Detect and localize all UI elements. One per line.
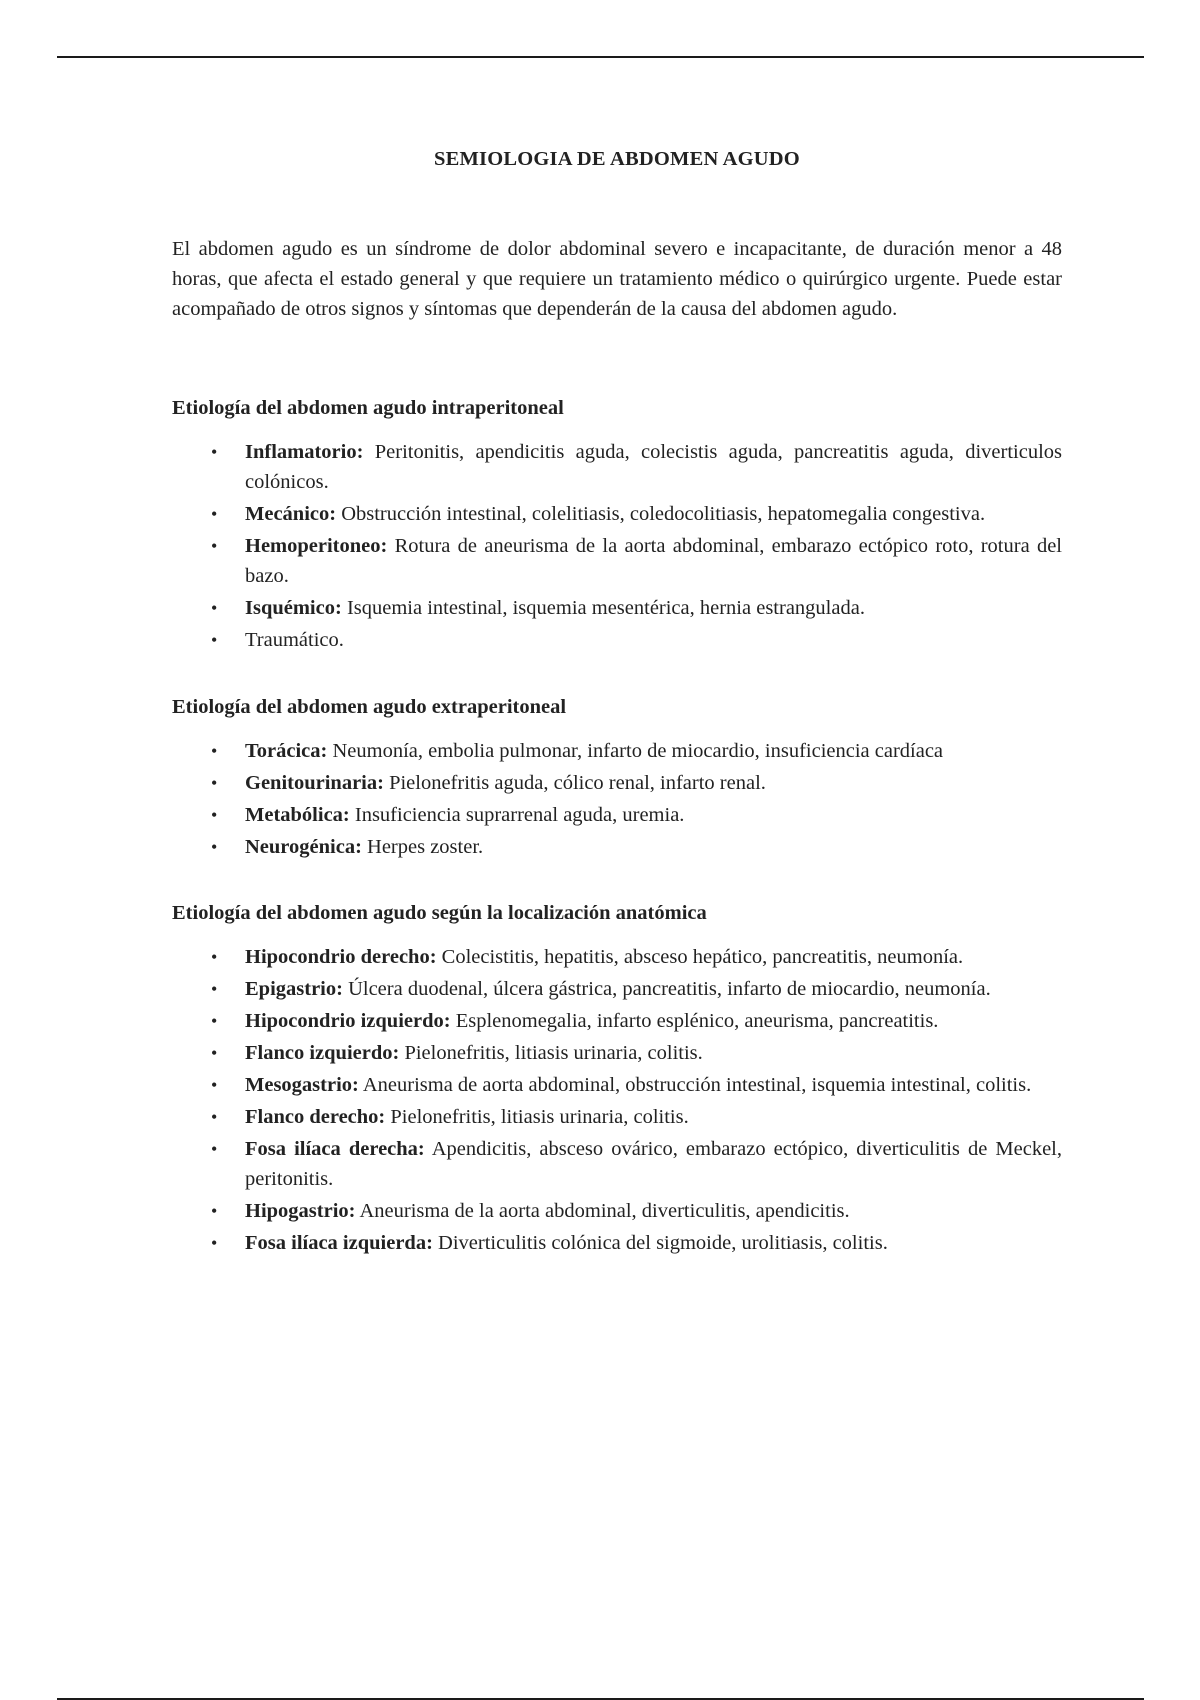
item-text: Pielonefritis, litiasis urinaria, colitis. — [385, 1106, 689, 1128]
etiology-list — [172, 942, 1062, 1258]
item-text: Pielonefritis, litiasis urinaria, colitis. — [399, 1042, 703, 1064]
item-term: Genitourinaria: — [245, 772, 384, 794]
item-term: Epigastrio: — [245, 978, 343, 1000]
item-text: Rotura de aneurisma de la aorta abdominal, embarazo ectópico roto, rotura del bazo. — [245, 535, 1062, 587]
list-item — [172, 1196, 1062, 1226]
list-item — [172, 942, 1062, 972]
item-term: Hipocondrio derecho: — [245, 946, 437, 968]
section-intraperitoneal — [172, 393, 1062, 655]
item-text: Obstrucción intestinal, colelitiasis, coledocolitiasis, hepatomegalia congestiva. — [336, 503, 986, 525]
list-item — [172, 499, 1062, 529]
item-term: Hipocondrio izquierdo: — [245, 1010, 451, 1032]
list-item — [172, 736, 1062, 766]
list-item — [172, 832, 1062, 862]
item-text: Peritonitis, apendicitis aguda, colecistis aguda, pancreatitis aguda, diverticulos colónicos. — [245, 441, 1062, 493]
bullet-icon: • — [211, 773, 218, 793]
list-item — [172, 1006, 1062, 1036]
bullet-icon: • — [211, 504, 218, 524]
list-item — [172, 974, 1062, 1004]
bullet-icon: • — [211, 630, 218, 650]
item-term: Hipogastrio: — [245, 1200, 356, 1222]
bullet-icon: • — [211, 442, 218, 462]
document-body — [172, 140, 1062, 1260]
bullet-icon: • — [211, 979, 218, 999]
list-item — [172, 593, 1062, 623]
bullet-icon: • — [211, 947, 218, 967]
bullet-icon: • — [211, 598, 218, 618]
list-item — [172, 625, 1062, 655]
list-item — [172, 531, 1062, 591]
list-item — [172, 1134, 1062, 1194]
item-text: Isquemia intestinal, isquemia mesentérica, hernia estrangulada. — [341, 597, 865, 619]
bullet-icon: • — [211, 1043, 218, 1063]
item-term: Hemoperitoneo: — [245, 535, 388, 557]
intro-paragraph: El abdomen agudo es un síndrome de dolor abdominal severo e incapacitante, de duración menor a 48 horas, que afecta el estado general y que requiere un tratamiento médico o quirúrgico urgente. Puede estar acompañado de otros signos y síntomas que dependerán de la causa del abdomen agudo. — [172, 238, 1062, 320]
bullet-icon: • — [211, 1233, 218, 1253]
bullet-icon: • — [211, 1107, 218, 1127]
item-term: Fosa ilíaca derecha: — [245, 1138, 425, 1160]
list-item — [172, 1038, 1062, 1068]
item-text: Pielonefritis aguda, cólico renal, infarto renal. — [383, 772, 766, 794]
item-term: Flanco izquierdo: — [245, 1042, 400, 1064]
section-heading: Etiología del abdomen agudo según la localización anatómica — [172, 902, 707, 924]
list-item — [172, 1070, 1062, 1100]
item-text: Diverticulitis colónica del sigmoide, urolitiasis, colitis. — [432, 1232, 888, 1254]
item-text: Úlcera duodenal, úlcera gástrica, pancreatitis, infarto de miocardio, neumonía. — [342, 978, 991, 1000]
page-title: SEMIOLOGIA DE ABDOMEN AGUDO — [434, 148, 800, 170]
bullet-icon: • — [211, 1201, 218, 1221]
item-term: Fosa ilíaca izquierda: — [245, 1232, 433, 1254]
item-text: Colecistitis, hepatitis, absceso hepático, pancreatitis, neumonía. — [436, 946, 964, 968]
top-rule — [57, 56, 1144, 58]
list-item — [172, 1228, 1062, 1258]
item-text: Aneurisma de la aorta abdominal, diverticulitis, apendicitis. — [355, 1200, 850, 1222]
list-item — [172, 437, 1062, 497]
item-text: Herpes zoster. — [361, 836, 484, 858]
etiology-list — [172, 437, 1062, 655]
section-heading: Etiología del abdomen agudo extraperitoneal — [172, 696, 567, 718]
item-term: Neurogénica: — [245, 836, 362, 858]
item-term: Torácica: — [245, 740, 328, 762]
bullet-icon: • — [211, 1075, 218, 1095]
bullet-icon: • — [211, 1139, 218, 1159]
item-term: Isquémico: — [245, 597, 342, 619]
list-item — [172, 1102, 1062, 1132]
item-text: Esplenomegalia, infarto esplénico, aneurisma, pancreatitis. — [450, 1010, 939, 1032]
bullet-icon: • — [211, 805, 218, 825]
item-term: Mecánico: — [245, 503, 337, 525]
bullet-icon: • — [211, 536, 218, 556]
bullet-icon: • — [211, 1011, 218, 1031]
item-term: Inflamatorio: — [245, 441, 364, 463]
list-item — [172, 768, 1062, 798]
item-text: Insuficiencia suprarrenal aguda, uremia. — [349, 804, 685, 826]
item-text: Neumonía, embolia pulmonar, infarto de miocardio, insuficiencia cardíaca — [327, 740, 944, 762]
item-text: Traumático. — [245, 629, 344, 651]
section-heading: Etiología del abdomen agudo intraperitoneal — [172, 397, 564, 419]
item-term: Flanco derecho: — [245, 1106, 386, 1128]
list-item — [172, 800, 1062, 830]
section-anatomical-location — [172, 898, 1062, 1258]
bullet-icon: • — [211, 741, 218, 761]
item-term: Metabólica: — [245, 804, 350, 826]
bullet-icon: • — [211, 837, 218, 857]
item-term: Mesogastrio: — [245, 1074, 359, 1096]
etiology-list — [172, 736, 1062, 862]
item-text: Apendicitis, absceso ovárico, embarazo ectópico, diverticulitis de Meckel, peritonitis. — [245, 1138, 1062, 1190]
item-text: Aneurisma de aorta abdominal, obstrucción intestinal, isquemia intestinal, colitis. — [358, 1074, 1032, 1096]
section-extraperitoneal — [172, 692, 1062, 862]
